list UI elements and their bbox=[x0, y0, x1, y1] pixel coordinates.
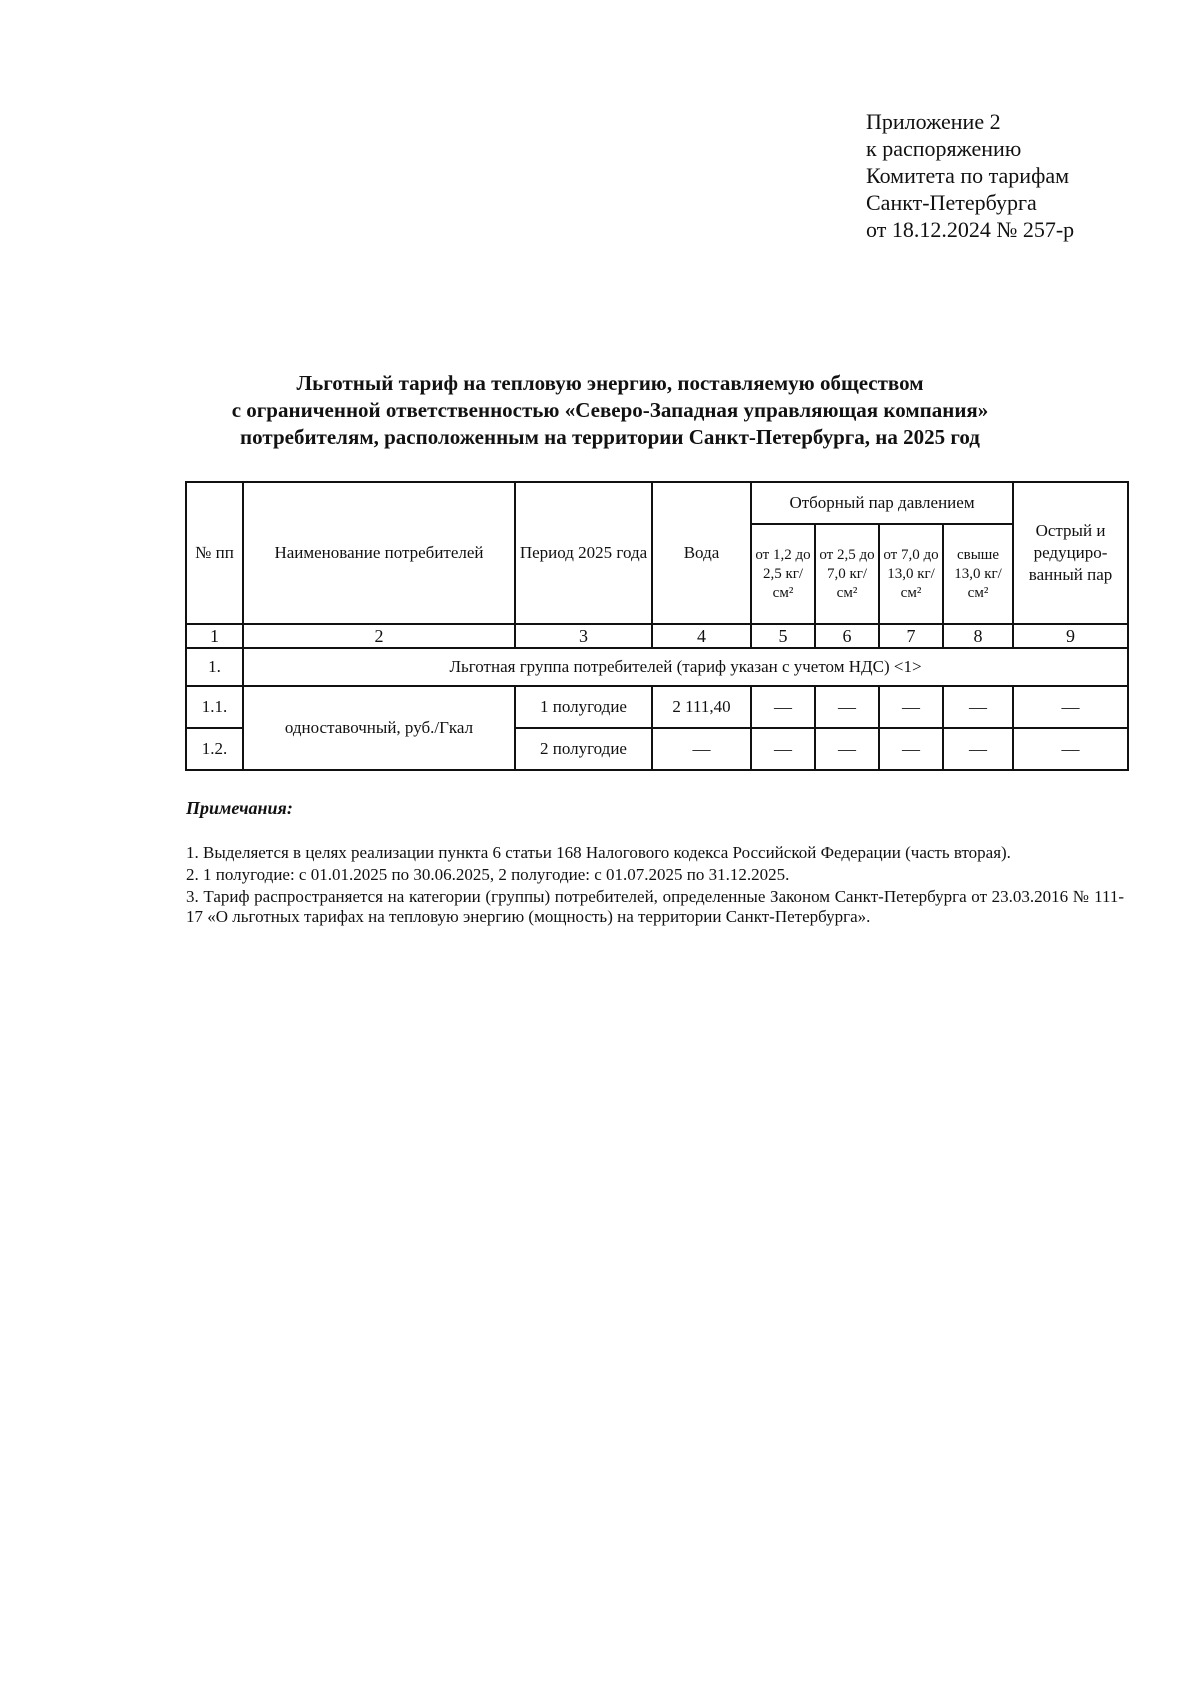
column-number: 3 bbox=[515, 624, 652, 648]
row-num: 1.1. bbox=[186, 686, 243, 728]
row-water: 2 111,40 bbox=[652, 686, 751, 728]
column-number: 1 bbox=[186, 624, 243, 648]
column-number: 6 bbox=[815, 624, 879, 648]
row-steam-2: — bbox=[815, 686, 879, 728]
title-line: Льготный тариф на тепловую энергию, поставляемую обществом bbox=[296, 371, 924, 395]
notes-list bbox=[186, 843, 1124, 927]
header-steam-group: Отборный пар давлением bbox=[751, 482, 1013, 524]
appendix-reference bbox=[866, 108, 1074, 243]
row-steam-4: — bbox=[943, 686, 1013, 728]
row-water: — bbox=[652, 728, 751, 770]
group-row bbox=[186, 648, 1128, 686]
row-period: 2 полугодие bbox=[515, 728, 652, 770]
column-number: 5 bbox=[751, 624, 815, 648]
row-steam-1: — bbox=[751, 686, 815, 728]
group-label: Льготная группа потребителей (тариф указан с учетом НДС) <1> bbox=[243, 648, 1128, 686]
row-period: 1 полугодие bbox=[515, 686, 652, 728]
group-num: 1. bbox=[186, 648, 243, 686]
note-item: 2. 1 полугодие: с 01.01.2025 по 30.06.2025, 2 полугодие: с 01.07.2025 по 31.12.2025. bbox=[186, 865, 790, 884]
column-number: 9 bbox=[1013, 624, 1128, 648]
header-steam-3: от 7,0 до 13,0 кг/см² bbox=[879, 524, 943, 624]
appendix-line: Комитета по тарифам bbox=[866, 163, 1070, 188]
title-line: потребителям, расположенным на территории Санкт-Петербурга, на 2025 год bbox=[240, 425, 980, 449]
note-item: 3. Тариф распространяется на категории (группы) потребителей, определенные Законом Санкт-Петербурга от 23.03.2016 № 111-17 «О льготных тарифах на тепловую энергию (мощность) на территории Санкт-Петербурга». bbox=[186, 887, 1124, 926]
tariff-table bbox=[185, 481, 1129, 771]
header-steam-2: от 2,5 до 7,0 кг/см² bbox=[815, 524, 879, 624]
header-water: Вода bbox=[652, 482, 751, 624]
column-numbers-row bbox=[186, 624, 1128, 648]
document-title bbox=[150, 370, 1070, 451]
header-steam-1: от 1,2 до 2,5 кг/см² bbox=[751, 524, 815, 624]
column-number: 4 bbox=[652, 624, 751, 648]
title-line: с ограниченной ответственностью «Северо-Западная управляющая компания» bbox=[231, 398, 989, 422]
note-item: 1. Выделяется в целях реализации пункта 6 статьи 168 Налогового кодекса Российской Федерации (часть вторая). bbox=[186, 843, 1011, 862]
row-steam-1: — bbox=[751, 728, 815, 770]
appendix-line: Санкт-Петербурга bbox=[866, 190, 1037, 215]
row-num: 1.2. bbox=[186, 728, 243, 770]
column-number: 7 bbox=[879, 624, 943, 648]
appendix-line: Приложение 2 bbox=[866, 109, 1001, 134]
header-sharp-steam: Острый и редуциро-ванный пар bbox=[1013, 482, 1128, 624]
consumer-name: одноставочный, руб./Гкал bbox=[243, 686, 515, 770]
row-steam-4: — bbox=[943, 728, 1013, 770]
row-sharp-steam: — bbox=[1013, 728, 1128, 770]
header-num: № пп bbox=[186, 482, 243, 624]
appendix-line: к распоряжению bbox=[866, 136, 1022, 161]
column-number: 8 bbox=[943, 624, 1013, 648]
header-name: Наименование потребителей bbox=[243, 482, 515, 624]
notes-heading: Примечания: bbox=[186, 798, 293, 818]
row-sharp-steam: — bbox=[1013, 686, 1128, 728]
row-steam-3: — bbox=[879, 686, 943, 728]
row-steam-3: — bbox=[879, 728, 943, 770]
header-steam-4: свыше 13,0 кг/см² bbox=[943, 524, 1013, 624]
column-number: 2 bbox=[243, 624, 515, 648]
header-period: Период 2025 года bbox=[515, 482, 652, 624]
table-row bbox=[186, 686, 1128, 728]
row-steam-2: — bbox=[815, 728, 879, 770]
appendix-line: от 18.12.2024 № 257-р bbox=[866, 217, 1075, 242]
header-row bbox=[186, 482, 1128, 524]
